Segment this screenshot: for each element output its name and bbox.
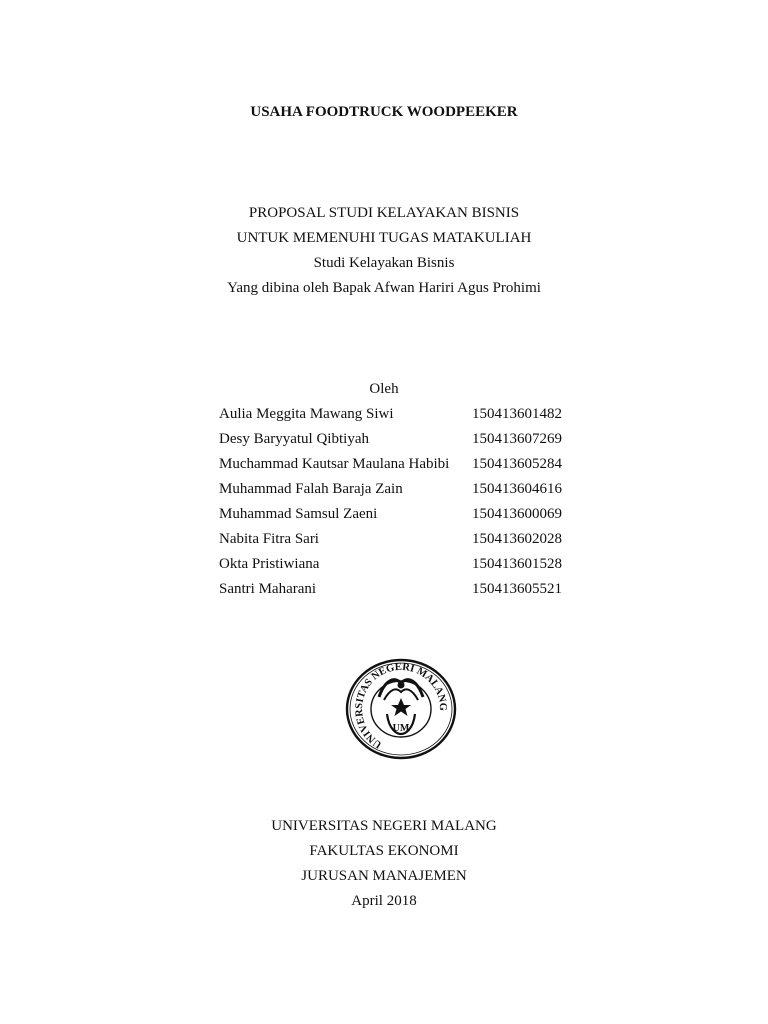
member-row — [219, 505, 579, 523]
proposal-line: PROPOSAL STUDI KELAYAKAN BISNIS — [248, 205, 520, 221]
member-row — [219, 455, 579, 473]
member-nim: 150413601482 — [472, 406, 562, 422]
faculty-name: FAKULTAS EKONOMI — [309, 843, 459, 859]
member-row — [219, 530, 579, 548]
member-name: Okta Pristiwiana — [219, 556, 320, 572]
member-row — [219, 555, 579, 573]
member-name: Muhammad Falah Baraja Zain — [219, 481, 403, 497]
member-nim: 150413600069 — [472, 506, 562, 522]
member-row — [219, 580, 579, 598]
document-date: April 2018 — [351, 893, 417, 909]
member-nim: 150413602028 — [472, 531, 562, 547]
member-nim: 150413601528 — [472, 556, 562, 572]
course-line: Studi Kelayakan Bisnis — [313, 255, 455, 271]
seal-ring-text: UNIVERSITAS NEGERI MALANG — [353, 661, 449, 750]
member-name: Desy Baryyatul Qibtiyah — [219, 431, 369, 447]
document-title: USAHA FOODTRUCK WOODPEEKER — [250, 104, 518, 120]
supervisor-line: Yang dibina oleh Bapak Afwan Hariri Agus Prohimi — [227, 280, 541, 296]
member-name: Muchammad Kautsar Maulana Habibi — [219, 456, 450, 472]
member-nim: 150413604616 — [472, 481, 562, 497]
member-name: Santri Maharani — [219, 581, 317, 597]
department-name: JURUSAN MANAJEMEN — [301, 868, 467, 884]
member-row — [219, 480, 579, 498]
member-row — [219, 405, 579, 423]
university-seal-icon — [345, 658, 457, 760]
member-nim: 150413605284 — [472, 456, 562, 472]
member-nim: 150413605521 — [472, 581, 562, 597]
purpose-line: UNTUK MEMENUHI TUGAS MATAKULIAH — [236, 230, 532, 246]
by-label: Oleh — [369, 381, 399, 397]
member-name: Aulia Meggita Mawang Siwi — [219, 406, 394, 422]
member-row — [219, 430, 579, 448]
seal-monogram: UM — [392, 723, 410, 734]
member-name: Muhammad Samsul Zaeni — [219, 506, 378, 522]
member-nim: 150413607269 — [472, 431, 562, 447]
member-name: Nabita Fitra Sari — [219, 531, 319, 547]
university-name: UNIVERSITAS NEGERI MALANG — [271, 818, 497, 834]
